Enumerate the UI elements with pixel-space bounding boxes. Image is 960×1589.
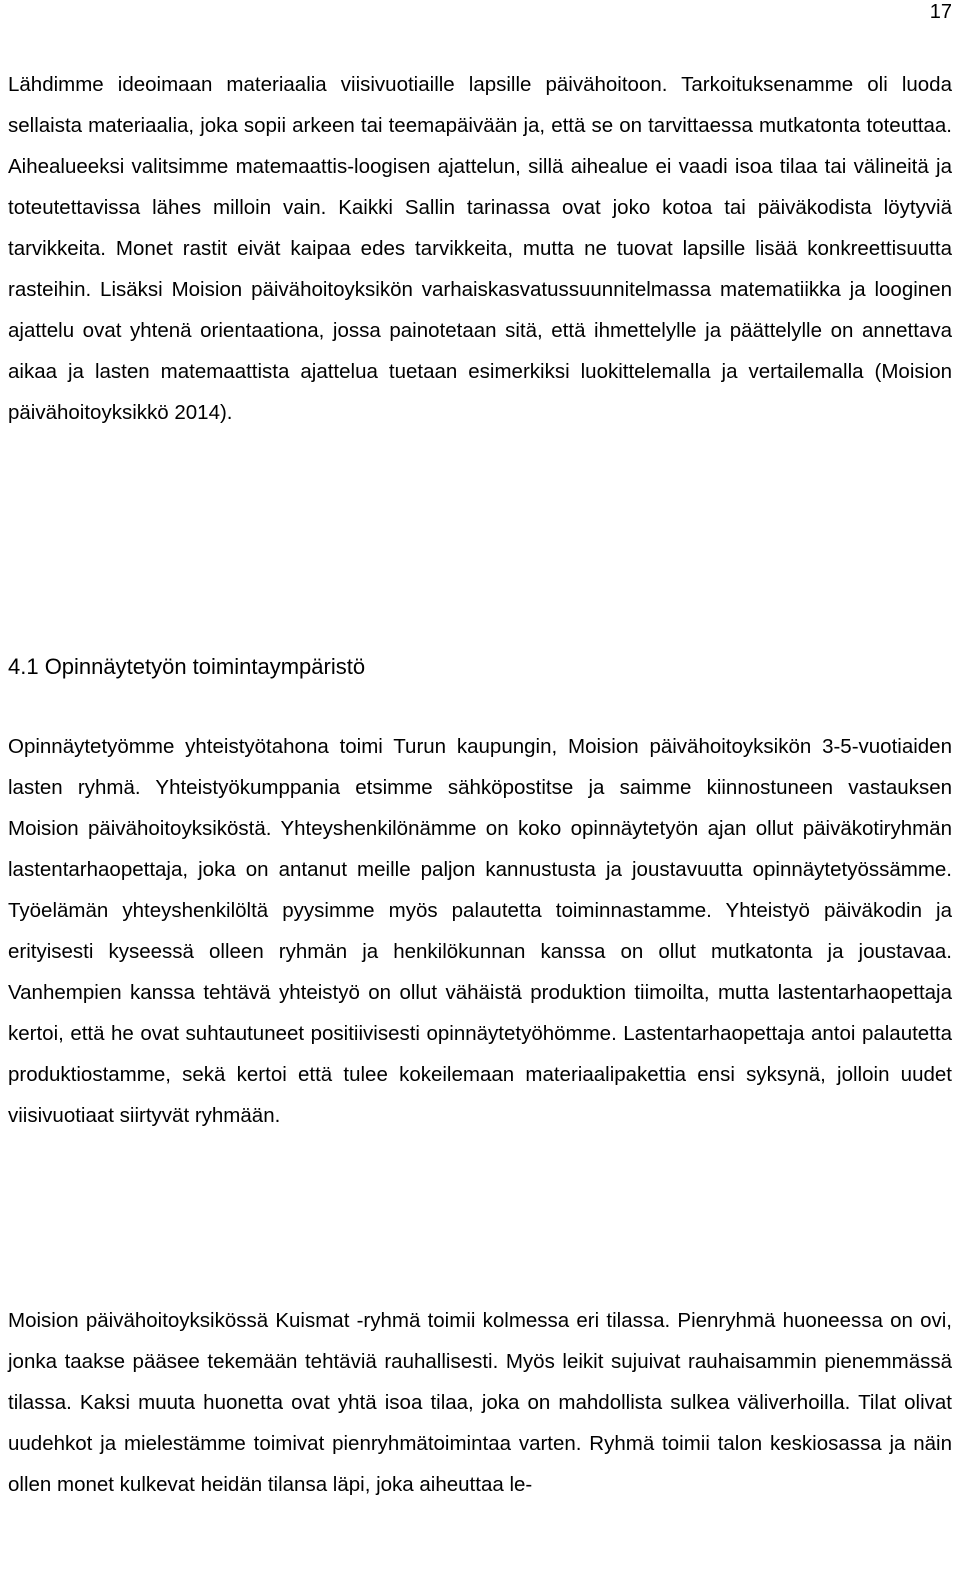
paragraph-context: Opinnäytetyömme yhteistyötahona toimi Turun kaupungin, Moision päivähoitoyksikön 3-5-vuotiaiden lasten ryhmä. Yhteistyökumppania etsimme sähköpostitse ja saimme kiinnostuneen vastauksen Moision päivähoitoyksiköstä. Yhteyshenkilönämme on koko opinnäytetyön ajan ollut päiväkotiryhmän lastentarhaopettaja, joka on antanut meille paljon kannustusta ja joustavuutta opinnäytetyössämme. Työelämän yhteyshenkilöltä pyysimme myös palautetta toiminnastamme. Yhteistyö päiväkodin ja erityisesti kyseessä olleen ryhmän ja henkilökunnan kanssa on ollut mutkatonta ja joustavaa. Vanhempien kanssa tehtävä yhteistyö on ollut vähäistä produktion tiimoilta, mutta lastentarhaopettaja kertoi, että he ovat suhtautuneet positiivisesti opinnäytetyöhömme. Lastentarhaopettaja antoi palautetta produktiostamme, sekä kertoi että tulee kokeilemaan materiaalipakettia ensi syksynä, jolloin uudet viisivuotiaat siirtyvät ryhmään. [8, 735, 952, 1127]
paragraph-intro: Lähdimme ideoimaan materiaalia viisivuotiaille lapsille päivähoitoon. Tarkoituksenamme oli luoda sellaista materiaalia, joka sopii arkeen tai teemapäivään ja, että se on tarvittaessa mutkatonta toteuttaa. Aihealueeksi valitsimme matemaattis-loogisen ajattelun, sillä aihealue ei vaadi isoa tilaa tai välineitä ja toteutettavissa lähes milloin vain. Kaikki Sallin tarinassa ovat joko kotoa tai päiväkodista löytyviä tarvikkeita. Monet rastit eivät kaipaa edes tarvikkeita, mutta ne tuovat lapsille lisää konkreettisuutta rasteihin. Lisäksi Moision päivähoitoyksikön varhaiskasvatussuunnitelmassa matematiikka ja looginen ajattelu ovat yhtenä orientaationa, jossa painotetaan sitä, että ihmettelylle ja päättelylle on annettava aikaa ja lasten matemaattista ajattelua tuetaan esimerkiksi luokittelemalla ja vertailemalla (Moision päivähoitoyksikkö 2014). [8, 73, 952, 424]
page-number: 17 [929, 1, 952, 23]
section-heading: 4.1 Opinnäytetyön toimintaympäristö [8, 654, 366, 679]
paragraph-group: Moision päivähoitoyksikössä Kuismat -ryhmä toimii kolmessa eri tilassa. Pienryhmä huoneessa on ovi, jonka taakse pääsee tekemään tehtäviä rauhallisesti. Myös leikit sujuivat rauhaisammin pienemmässä tilassa. Kaksi muuta huonetta ovat yhtä isoa tilaa, joka on mahdollista sulkea väliverhoilla. Tilat olivat uudehkot ja mielestämme toimivat pienryhmätoimintaa varten. Ryhmä toimii talon keskiosassa ja näin ollen monet kulkevat heidän tilansa läpi, joka aiheuttaa le- [8, 1309, 952, 1496]
